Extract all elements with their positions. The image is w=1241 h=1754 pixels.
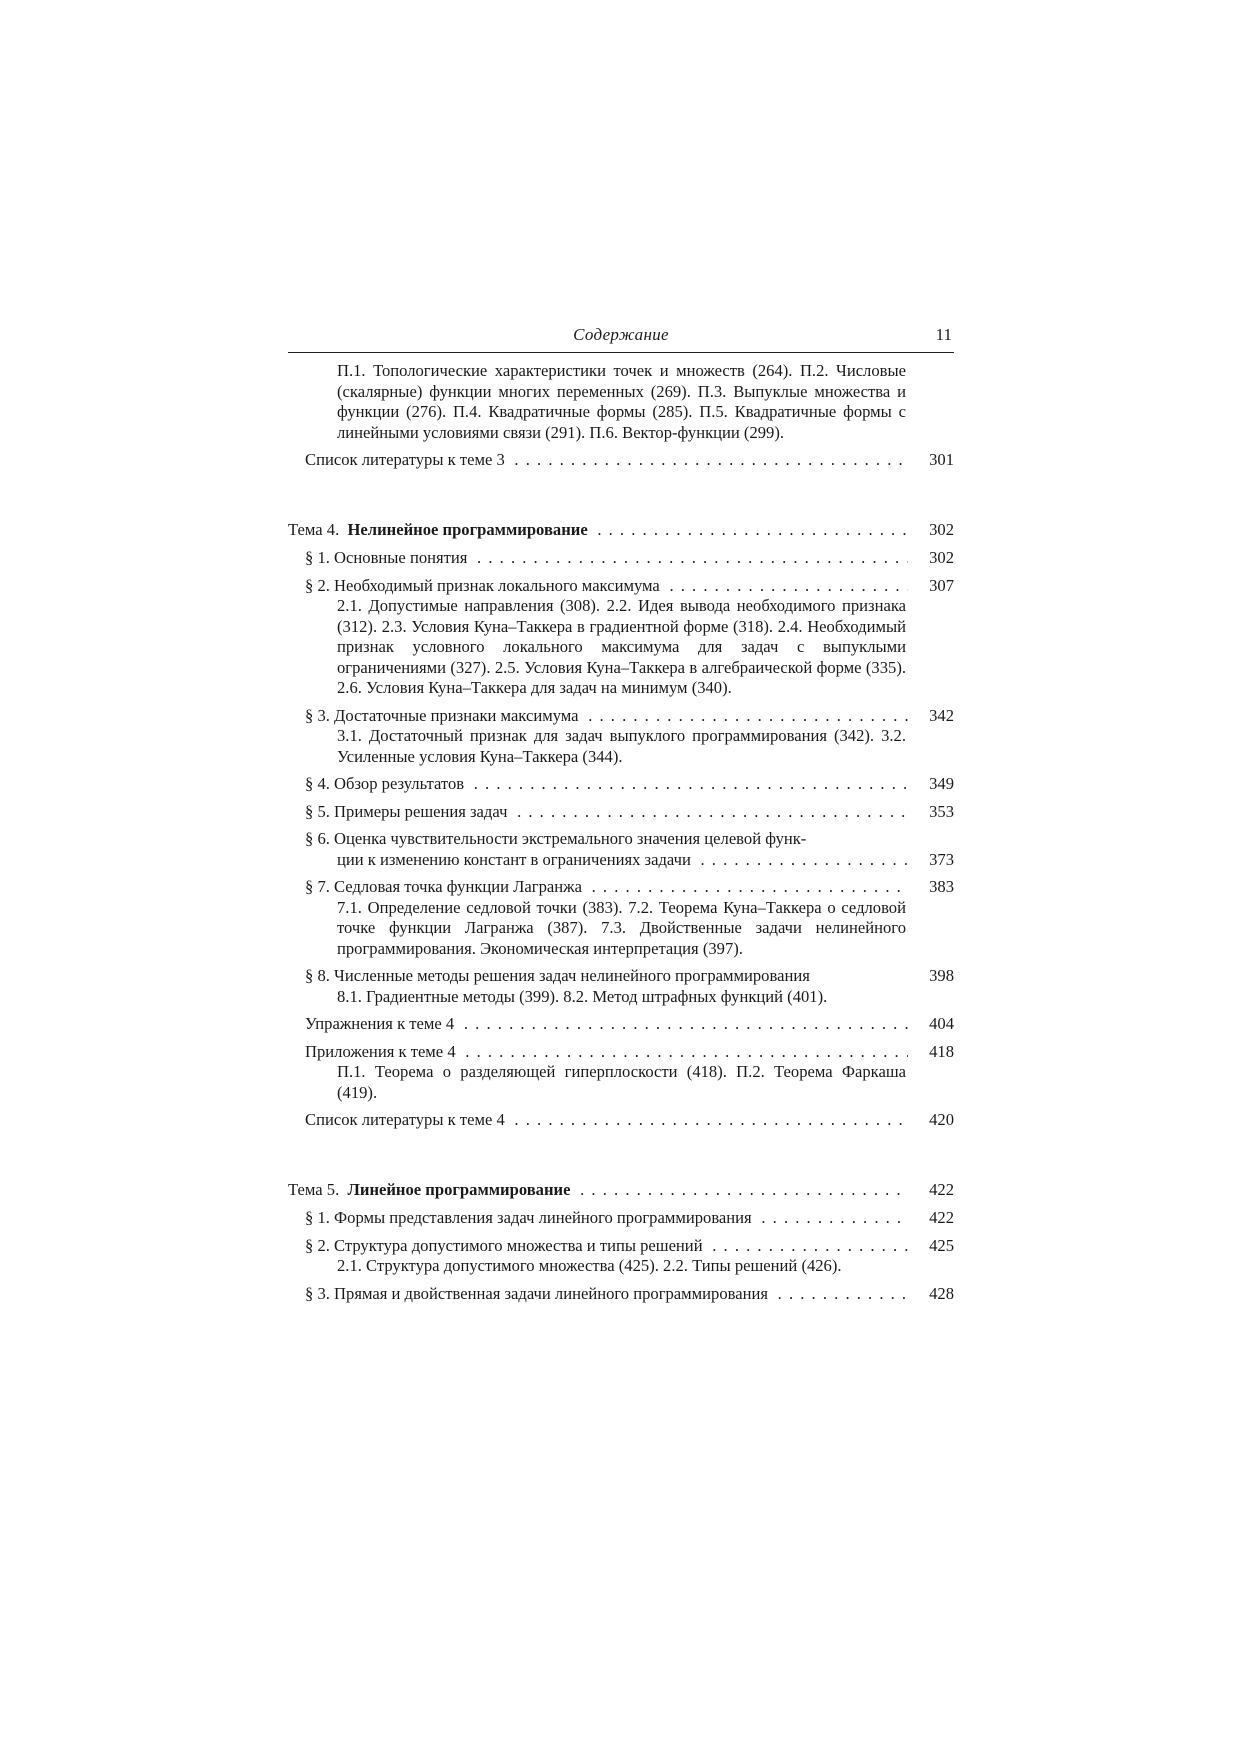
toc-entry-label: § 2. Необходимый признак локального максимума . . . [305, 576, 908, 597]
toc-entry-label: Приложения к теме 4 . . . [305, 1042, 908, 1063]
toc-entry-label: Список литературы к теме 4 . . . [305, 1110, 908, 1131]
toc-entry-label: § 3. Прямая и двойственная задачи линейного программирования . . . [305, 1284, 908, 1305]
topic5-section-2-subitems: 2.1. Структура допустимого множества (425). 2.2. Типы решений (426). [337, 1256, 842, 1275]
topic-prefix: Тема 4. [288, 519, 340, 539]
topic4-appendices-subitems: П.1. Теорема о разделяющей гиперплоскости (418). П.2. Теорема Фаркаша (419). [337, 1062, 906, 1102]
toc-entry-page: 425 [929, 1235, 954, 1255]
toc-entry-label: § 5. Примеры решения задач . . . [305, 802, 908, 823]
toc-page [288, 322, 954, 1304]
toc-entry-label: § 7. Седловая точка функции Лагранжа . . . [305, 877, 908, 898]
topic4-section-7-subitems: 7.1. Определение седловой точки (383). 7.2. Теорема Куна–Таккера о седловой точке функции Лагранжа (387). 7.3. Двойственные задачи нелинейного программирования. Экономическая интерпретация (397). [337, 897, 906, 958]
topic4-section-4[interactable] [288, 774, 954, 795]
topic5-section-3[interactable] [288, 1284, 954, 1305]
toc-entry-page: 302 [929, 548, 954, 567]
topic5-section-2[interactable] [288, 1236, 954, 1257]
topic4-section-8[interactable] [288, 966, 954, 987]
topic4-section-3[interactable] [288, 706, 954, 727]
toc-entry-label: Упражнения к теме 4 . . . [305, 1014, 908, 1035]
toc-entry-label: § 8. Численные методы решения задач нелинейного программирования [305, 966, 810, 985]
topic4-section-5[interactable] [288, 802, 954, 823]
running-title: Содержание [573, 325, 669, 344]
toc-entry-page: 420 [929, 1110, 954, 1129]
topic4-section-7[interactable] [288, 877, 954, 898]
toc-entry-page: 302 [929, 519, 954, 539]
topic-prefix: Тема 5. [288, 1179, 340, 1199]
toc-entry-page: 353 [929, 801, 954, 821]
toc-entry-label: Список литературы к теме 3 . . . [305, 450, 908, 471]
topic-title: Линейное программирование [347, 1179, 571, 1199]
page-number: 11 [935, 325, 952, 344]
toc-entry-page: 428 [929, 1283, 954, 1303]
toc-entry-label-line2: ции к изменению констант в ограничениях задачи . . . [337, 850, 908, 871]
toc-entry-label-line1: § 6. Оценка чувствительности экстремального значения целевой функ- [305, 829, 807, 848]
toc-content [288, 361, 954, 1304]
running-head [288, 322, 954, 353]
toc-entry-page: 398 [929, 966, 954, 985]
toc-entry-page: 307 [929, 575, 954, 595]
topic4-section-3-subitems: 3.1. Достаточный признак для задач выпуклого программирования (342). 3.2. Усиленные условия Куна–Таккера (344). [337, 726, 906, 766]
topic4-section-2-subitems: 2.1. Допустимые направления (308). 2.2. Идея вывода необходимого признака (312). 2.3. Условия Куна–Таккера в градиентной форме (318). 2.4. Необходимый признак условного локального максимума для задач с выпуклыми ограничениями (327). 2.5. Условия Куна–Таккера в алгебраической форме (335). 2.6. Условия Куна–Таккера для задач на минимум (340). [337, 596, 906, 697]
toc-entry-label: § 1. Формы представления задач линейного программирования . . . [305, 1208, 908, 1229]
topic3-references[interactable] [288, 450, 954, 471]
topic4-section-8-subitems: 8.1. Градиентные методы (399). 8.2. Метод штрафных функций (401). [337, 986, 828, 1006]
toc-entry-label: § 2. Структура допустимого множества и типы решений . . . [305, 1236, 908, 1257]
topic5-section-1[interactable] [288, 1208, 954, 1229]
toc-entry-page: 383 [929, 877, 954, 896]
toc-entry-page: 301 [929, 450, 954, 469]
topic4-references[interactable] [288, 1110, 954, 1131]
topic3-appendix-items: П.1. Топологические характеристики точек и множеств (264). П.2. Числовые (скалярные) функции многих переменных (269). П.3. Выпуклые множества и функции (276). П.4. Квадратичные формы (285). П.5. Квадратичные формы с линейными условиями связи (291). П.6. Вектор-функции (299). [337, 361, 906, 442]
toc-entry-label: § 4. Обзор результатов . . . [305, 774, 908, 795]
toc-entry-label: § 3. Достаточные признаки максимума . . . [305, 706, 908, 727]
toc-entry-page: 373 [929, 849, 954, 869]
toc-entry-page: 422 [929, 1179, 954, 1199]
toc-entry-page: 342 [929, 705, 954, 725]
topic-title: Нелинейное программирование [347, 519, 588, 539]
topic4-heading[interactable] [288, 520, 954, 541]
toc-entry-page: 422 [929, 1208, 954, 1227]
toc-entry-page: 349 [929, 774, 954, 793]
toc-entry-page: 404 [929, 1014, 954, 1033]
topic4-exercises[interactable] [288, 1014, 954, 1035]
topic4-section-2[interactable] [288, 576, 954, 597]
toc-entry-page: 418 [929, 1041, 954, 1061]
topic4-appendices[interactable] [288, 1042, 954, 1063]
topic4-section-1[interactable] [288, 548, 954, 569]
topic4-section-6[interactable] [288, 829, 954, 870]
topic5-heading[interactable] [288, 1180, 954, 1201]
toc-entry-label: § 1. Основные понятия . . . [305, 548, 908, 569]
